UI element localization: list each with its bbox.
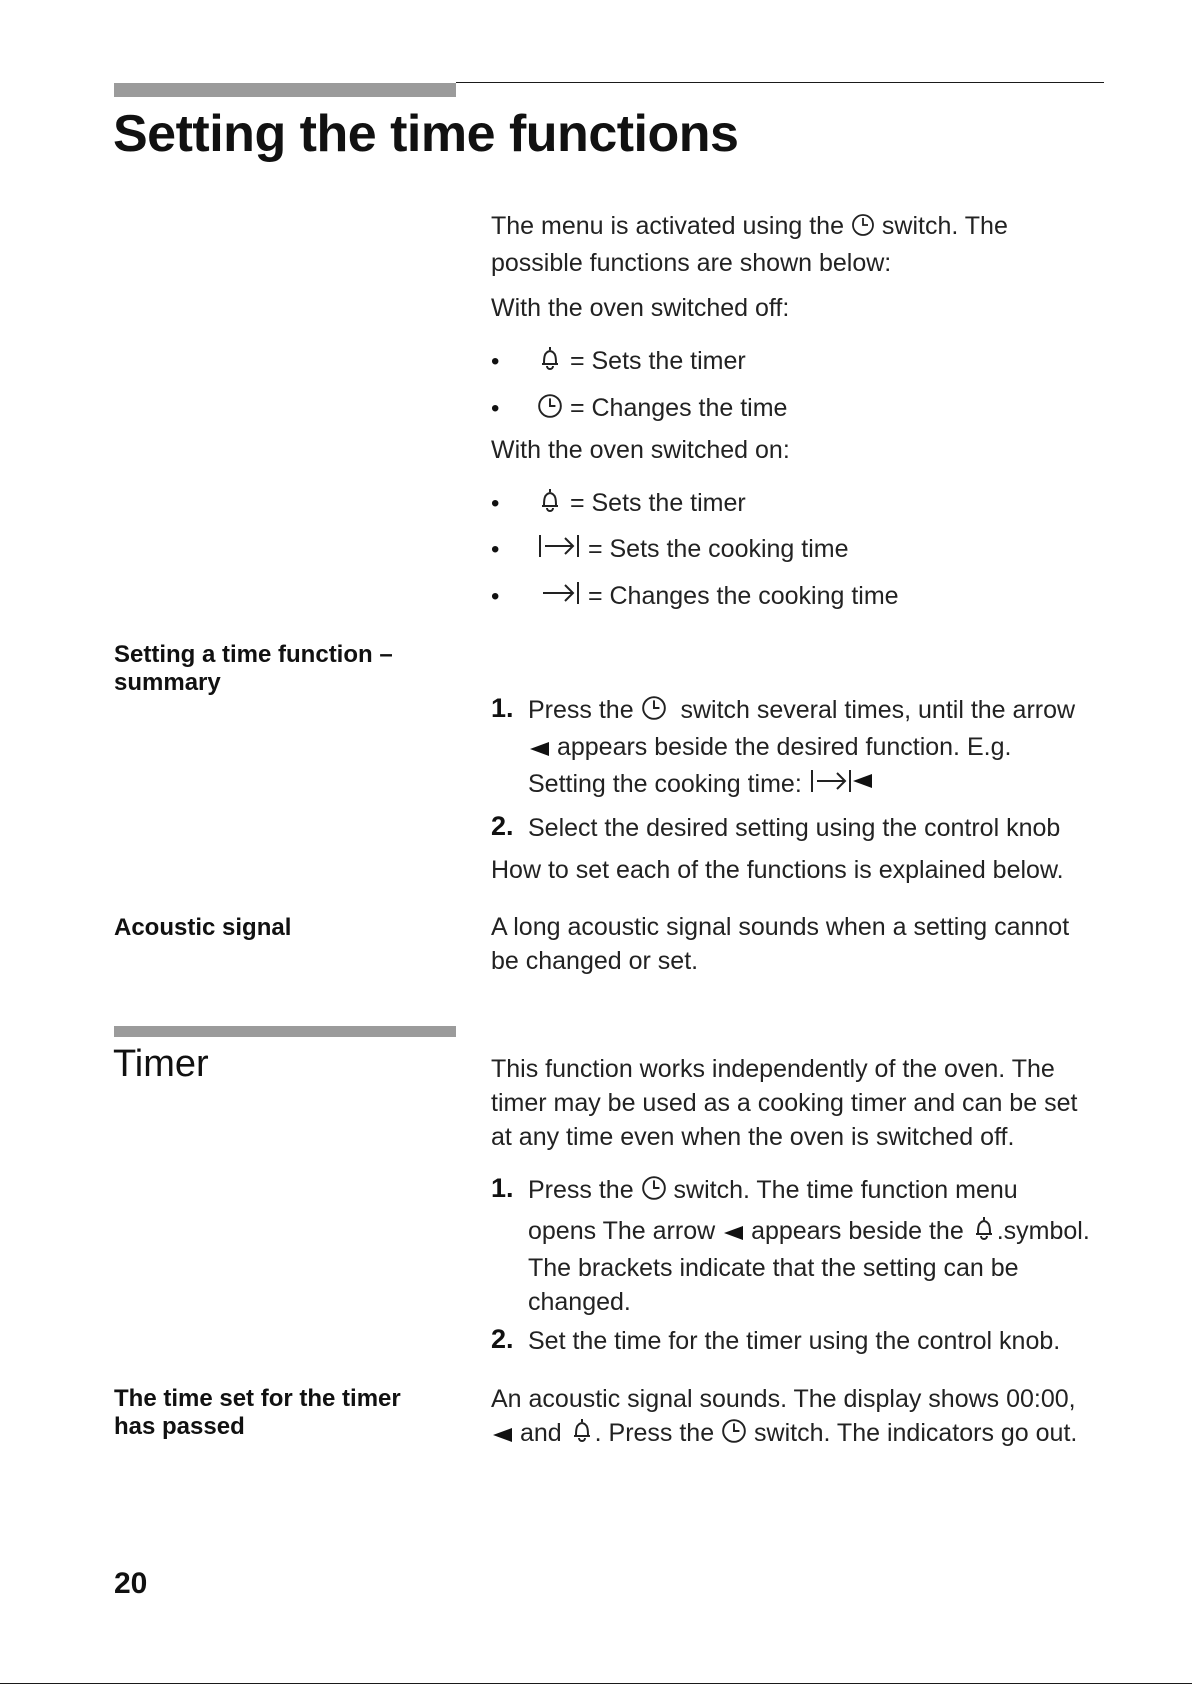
bullet-dot: •	[491, 395, 500, 422]
acoustic-side-heading: Acoustic signal	[114, 914, 292, 941]
bell-icon	[537, 344, 563, 381]
timer-step-1: Press the switch. The time function menu opens The arrow appears beside the .symbol. The brackets indicate that the setting can be changed.	[528, 1176, 1090, 1316]
clock-icon	[851, 212, 875, 246]
arrow-left-icon	[722, 1217, 744, 1251]
cooking-time-icon	[537, 532, 581, 569]
passed-paragraph: An acoustic signal sounds. The display shows 00:00, and . Press the switch. The indicators go out.	[491, 1382, 1131, 1453]
acoustic-paragraph: A long acoustic signal sounds when a setting cannot be changed or set.	[491, 913, 1070, 975]
bullet-dot: •	[491, 536, 500, 563]
clock-icon	[641, 1175, 667, 1210]
oven-off-heading: With the oven switched off:	[491, 294, 790, 322]
clock-icon	[537, 393, 563, 428]
bell-icon	[537, 486, 563, 523]
list-item: • = Changes the time	[491, 391, 1131, 426]
list-item: • = Sets the timer	[491, 344, 1131, 379]
title-rule-bar	[114, 83, 456, 97]
bell-icon	[971, 1214, 997, 1251]
bell-icon	[569, 1416, 595, 1453]
bullet-dot: •	[491, 490, 500, 517]
clock-icon	[641, 695, 667, 730]
list-item: • = Sets the timer	[491, 486, 1131, 521]
step-number: 2.	[491, 811, 514, 841]
title-rule-line	[456, 82, 1104, 83]
arrow-left-icon	[491, 1419, 513, 1453]
passed-side-heading: The time set for the timer has passed	[114, 1385, 401, 1440]
end-time-icon	[537, 579, 581, 616]
timer-intro: This function works independently of the oven. The timer may be used as a cooking timer and can be set at any time even when the oven is switched off.	[491, 1055, 1078, 1151]
oven-on-heading: With the oven switched on:	[491, 436, 790, 464]
bullet-dot: •	[491, 583, 500, 610]
bottom-rule	[0, 1683, 1192, 1684]
cooking-time-arrow-icon	[809, 767, 875, 804]
summary-note: How to set each of the functions is explained below.	[491, 856, 1064, 884]
summary-step-2: Select the desired setting using the control knob	[528, 814, 1061, 842]
timer-heading: Timer	[113, 1043, 209, 1085]
intro-paragraph: The menu is activated using the switch. The possible functions are shown below:	[491, 212, 1008, 277]
list-item: • = Changes the cooking time	[491, 579, 1131, 614]
step-number: 2.	[491, 1324, 514, 1354]
step-number: 1.	[491, 693, 514, 723]
page-title: Setting the time functions	[113, 105, 739, 163]
list-item: • = Sets the cooking time	[491, 532, 1131, 567]
arrow-left-icon	[528, 733, 550, 767]
timer-step-2: Set the time for the timer using the control knob.	[528, 1327, 1061, 1355]
bullet-dot: •	[491, 348, 500, 375]
step-number: 1.	[491, 1173, 514, 1203]
summary-step-1: Press the switch several times, until the arrow appears beside the desired function. E.g. Setting the cooking time:	[528, 693, 1118, 804]
timer-rule-bar	[114, 1026, 456, 1037]
summary-side-heading: Setting a time function – summary	[114, 641, 393, 696]
page-number: 20	[114, 1567, 148, 1600]
clock-icon	[721, 1418, 747, 1453]
